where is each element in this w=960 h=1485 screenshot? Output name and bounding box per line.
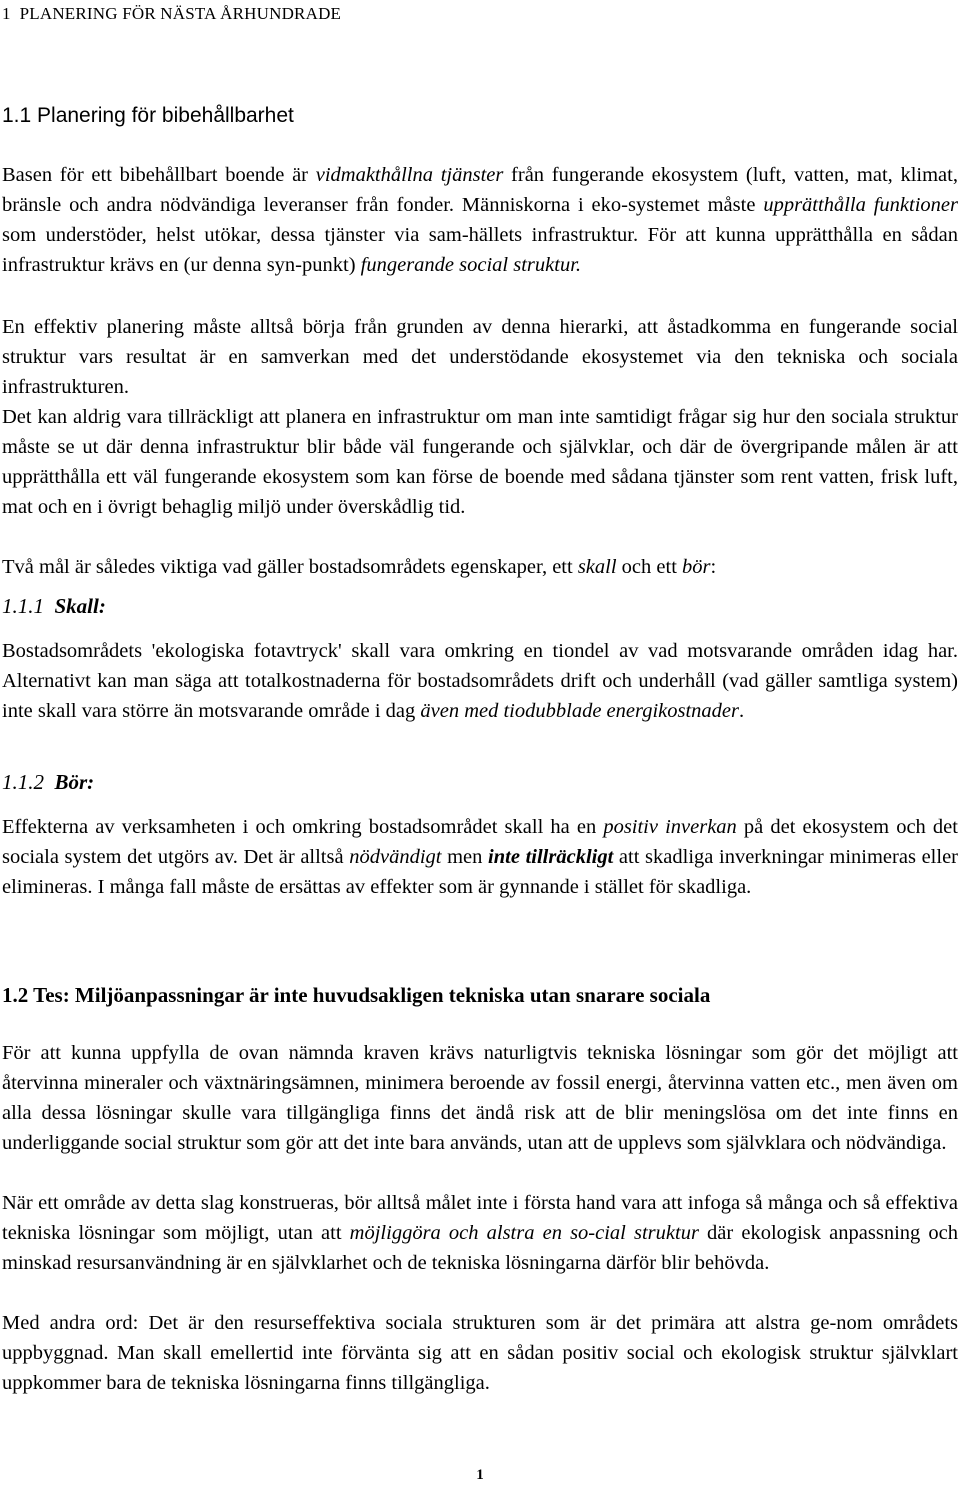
para1-run-4: upprätthålla funktioner: [763, 194, 958, 216]
section-1-2-heading: 1.2 Tes: Miljöanpassningar är inte huvudsakligen tekniska utan snarare sociala: [2, 983, 711, 1007]
bor-text-2: på det ekosystem och det sociala system det utgörs av. Det är alltså: [2, 816, 958, 868]
section-1-1-paragraph-4: [2, 552, 958, 582]
para1-run-5: som understöder, helst utökar, dessa tjänster via sam-hällets infrastruktur. För att kunna upprätthålla en sådan infrastruktur krävs en (ur denna syn-punkt): [2, 224, 958, 276]
skall-italic: även med tiodubblade energikostnader: [420, 700, 740, 722]
section-1-1-1-paragraph: [2, 636, 958, 726]
chapter-heading: [2, 4, 341, 24]
tes-text-1: När ett område av detta slag konstrueras, bör alltså målet inte i första hand vara att infoga så många och så effektiva tekniska lösningar som möjligt, utan att: [2, 1192, 958, 1244]
skall-text-2: .: [739, 700, 745, 722]
section-1-1-1-heading: [2, 594, 106, 619]
section-1-1-2-heading: [2, 770, 94, 795]
section-1-1-2-title: Bör:: [54, 770, 95, 794]
para4-text-1: Två mål är således viktiga vad gäller bostadsområdets egenskaper, ett: [2, 556, 578, 578]
para4-bor: bör: [682, 556, 711, 578]
page-number: 1: [476, 1467, 484, 1483]
tes-text-2: där ekologisk anpassning och minskad resursanvändning är en självklarhet och de tekniska lösningarna därför blir behövda.: [2, 1222, 959, 1274]
section-1-1-1-number: 1.1.1: [2, 594, 44, 618]
para4-text-2: och ett: [616, 556, 683, 578]
chapter-number: 1: [2, 4, 11, 23]
chapter-title: PLANERING FÖR NÄSTA ÅRHUNDRADE: [19, 4, 342, 23]
section-1-1-paragraph-1: [2, 160, 958, 280]
section-1-2-paragraph-2: [2, 1188, 958, 1278]
bor-italic-1: positiv inverkan: [603, 816, 737, 838]
bor-text-4: att skadliga inverkningar minimeras eller elimineras. I många fall måste de ersättas av effekter som är gynnande i stället för skadliga.: [2, 846, 958, 898]
bor-bold-italic: inte tillräckligt: [488, 846, 614, 868]
section-1-2-paragraph-3: Med andra ord: Det är den resurseffektiva sociala strukturen som är det primära att alstra ge-nom områdets uppbyggnad. Man skall emellertid inte förvänta sig att en sådan positiv social och ekologisk struktur självklart uppkommer bara de tekniska lösningarna finns tillgängliga.: [2, 1312, 958, 1394]
section-1-1-2-number: 1.1.2: [2, 770, 44, 794]
para4-skall: skall: [577, 556, 617, 578]
section-1-2-paragraph-1: För att kunna uppfylla de ovan nämnda kraven krävs naturligtvis tekniska lösningar som gör det möjligt att återvinna mineraler och växtnäringsämnen, minimera beroende av fossil energi, återvinna vatten etc., men även om alla dessa lösningar skulle vara tillgängliga finns det ändå risk att de blir meningslösa om det inte finns en underliggande social struktur som gör att det inte bara används, utan att de upplevs som självklara och nödvändiga.: [2, 1042, 958, 1154]
bor-text-3: men: [441, 846, 489, 868]
bor-text-1: Effekterna av verksamheten i och omkring bostadsområdet skall ha en: [2, 816, 604, 838]
para1-run-2: vidmakthållna tjänster: [315, 164, 504, 186]
section-1-1-2-paragraph: [2, 812, 958, 902]
tes-italic: möjliggöra och alstra en so-cial struktur: [349, 1222, 699, 1244]
para1-run-1: Basen för ett bibehållbart boende är: [2, 164, 316, 186]
section-1-1-heading: 1.1 Planering för bibehållbarhet: [2, 104, 294, 127]
section-1-1-paragraph-2: En effektiv planering måste alltså börja från grunden av denna hierarki, att åstadkomma en fungerande social struktur vars resultat är en samverkan med det understödande ekosystemet via den tekniska och sociala infrastrukturen.: [2, 316, 958, 398]
section-1-1-paragraph-3: Det kan aldrig vara tillräckligt att planera en infrastruktur om man inte samtidigt frågar sig hur den sociala struktur måste se ut där denna infrastruktur blir både väl fungerande och självklar, och där de övergripande målen är att upprätthålla ett väl fungerande ekosystem som kan förse de boende med sådana tjänster som rent vatten, frisk luft, mat och en i övrigt behaglig miljö under överskådlig tid.: [2, 406, 958, 518]
para4-text-3: :: [710, 556, 717, 578]
skall-text-1: Bostadsområdets 'ekologiska fotavtryck' skall vara omkring en tiondel av vad motsvarande områden idag har. Alternativt kan man säga att totalkostnaderna för bostadsområdets drift och underhåll (vad gäller samtliga system) inte skall vara större än motsvarande område i dag: [2, 640, 958, 722]
bor-italic-2: nödvändigt: [349, 846, 442, 868]
para1-run-3: från fungerande ekosystem (luft, vatten, mat, klimat, bränsle och andra nödvändiga leveranser från fonder. Människorna i eko-systemet måste: [2, 164, 958, 216]
section-1-1-1-title: Skall:: [54, 594, 106, 618]
para1-run-6: fungerande social struktur.: [360, 254, 582, 276]
